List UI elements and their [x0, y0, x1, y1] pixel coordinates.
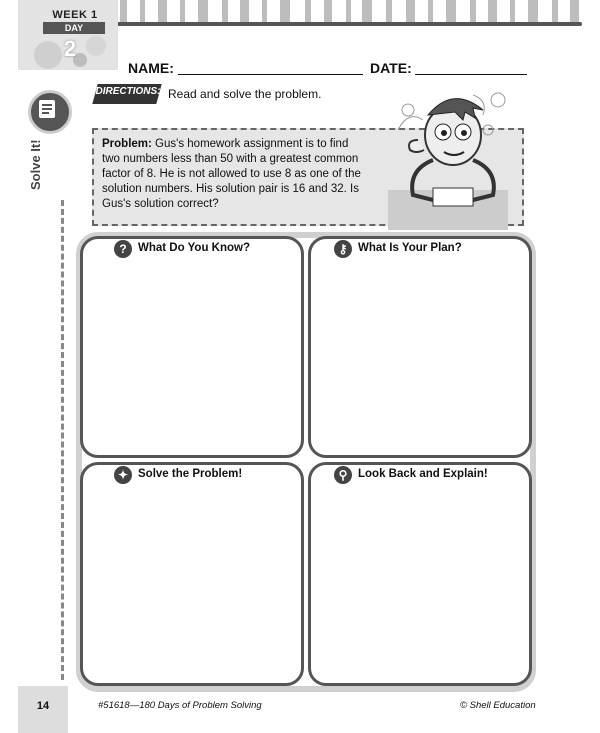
quadrant-what-do-you-know[interactable] — [80, 236, 304, 458]
key-icon: ⚷ — [334, 240, 352, 258]
quadrant-label: Look Back and Explain! — [358, 468, 488, 480]
footer-title: #51618—180 Days of Problem Solving — [98, 700, 262, 711]
name-label: NAME: — [128, 60, 174, 76]
student-cartoon — [378, 80, 518, 230]
sidebar-label-wrap — [20, 140, 66, 200]
magnifier-icon: ⚲ — [334, 466, 352, 484]
problem-lead: Problem: — [102, 138, 152, 150]
directions-text: Read and solve the problem. — [168, 87, 322, 101]
lightbulb-icon: ✦ — [114, 466, 132, 484]
day-number: 2 — [63, 36, 77, 61]
quadrant-label: Solve the Problem! — [138, 468, 243, 480]
sidebar-dashed-line — [61, 200, 64, 680]
directions-badge-label: DIRECTIONS: — [95, 86, 161, 97]
day-label: DAY — [64, 23, 84, 33]
sidebar-label: Solve It! — [28, 139, 43, 190]
quadrant-solve-the-problem[interactable] — [80, 462, 304, 686]
name-field[interactable] — [178, 74, 363, 75]
header-rule — [110, 22, 582, 26]
question-icon: ? — [114, 240, 132, 258]
footer-copyright: © Shell Education — [460, 700, 536, 711]
problem-text — [102, 137, 362, 212]
quadrant-what-is-your-plan[interactable] — [308, 236, 532, 458]
quadrant-look-back-and-explain[interactable] — [308, 462, 532, 686]
quadrant-label: What Is Your Plan? — [358, 242, 462, 254]
date-field[interactable] — [415, 74, 527, 75]
date-label: DATE: — [370, 60, 412, 76]
page-number: 14 — [36, 700, 50, 712]
notepad-icon — [28, 90, 72, 134]
quadrant-label: What Do You Know? — [138, 242, 251, 254]
week-label: WEEK 1 — [52, 9, 98, 21]
problem-body: Gus's homework assignment is to find two numbers less than 50 with a greatest common factor of 8. He is not allowed to use 8 as one of the solution numbers. His solution pair is 16 and 32. Is Gus's solution correct? — [102, 138, 361, 210]
